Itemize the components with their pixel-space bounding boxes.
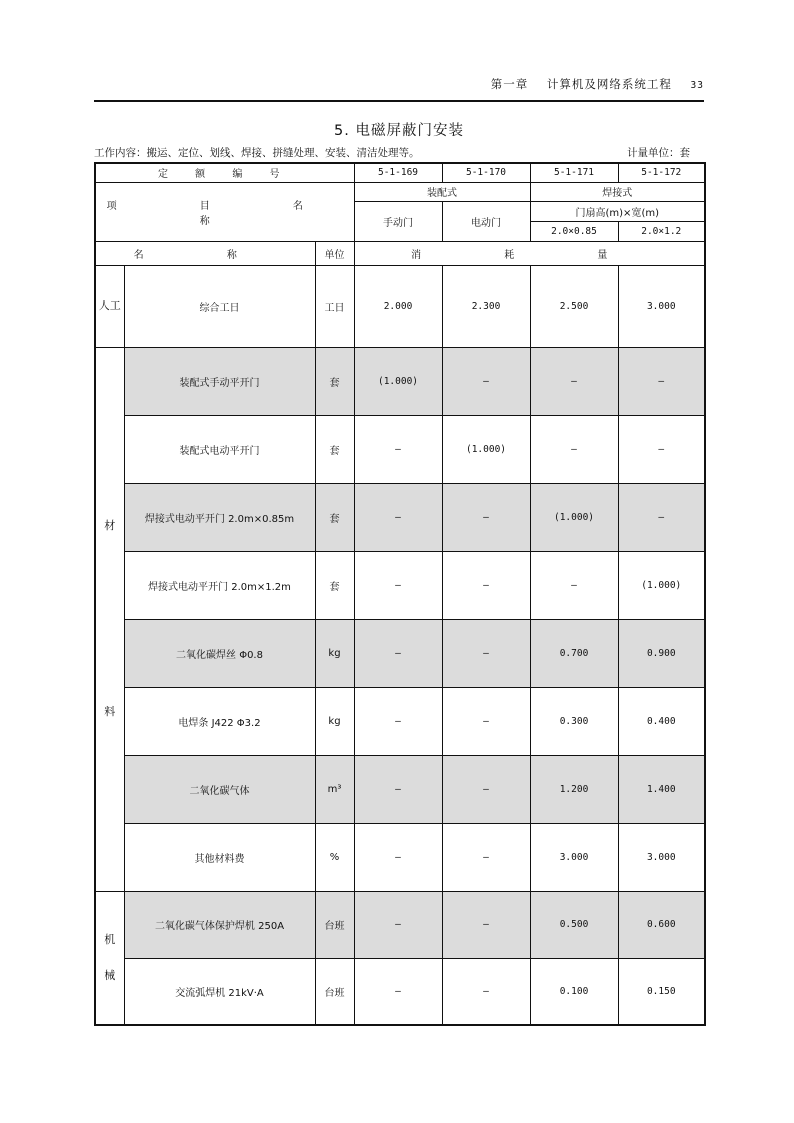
item-unit: kg (315, 619, 354, 687)
value-cell: 3.000 (530, 823, 618, 891)
group-welded: 焊接式 (530, 182, 705, 201)
item-unit: 套 (315, 551, 354, 619)
code-cell: 5-1-171 (530, 163, 618, 182)
item-name: 电焊条 J422 Φ3.2 (124, 687, 315, 755)
page-title: 5. 电磁屏蔽门安装 (334, 123, 464, 139)
value-cell: 2.300 (442, 265, 530, 347)
value-cell: — (442, 755, 530, 823)
value-cell: — (442, 891, 530, 958)
category-material-char: 材 (104, 519, 116, 532)
value-cell: — (618, 483, 705, 551)
size-cell: 2.0×1.2 (618, 221, 705, 241)
value-cell: 0.400 (618, 687, 705, 755)
item-name: 二氧化碳焊丝 Φ0.8 (124, 619, 315, 687)
value-cell: 1.400 (618, 755, 705, 823)
material-row (95, 687, 705, 755)
value-cell: — (442, 347, 530, 415)
value-cell: 3.000 (618, 265, 705, 347)
value-cell: (1.000) (442, 415, 530, 483)
material-row (95, 755, 705, 823)
value-cell: 0.500 (530, 891, 618, 958)
column-unit-header: 单位 (315, 241, 354, 265)
column-header-row (95, 241, 705, 265)
value-cell: — (530, 551, 618, 619)
value-cell: 2.500 (530, 265, 618, 347)
material-row (95, 823, 705, 891)
material-row (95, 415, 705, 483)
item-unit: 台班 (315, 958, 354, 1025)
value-cell: 0.300 (530, 687, 618, 755)
item-name: 二氧化碳气体保护焊机 250A (124, 891, 315, 958)
category-material-char: 料 (104, 705, 116, 718)
material-row (95, 347, 705, 415)
item-unit: 工日 (315, 265, 354, 347)
value-cell: — (442, 823, 530, 891)
item-name: 装配式手动平开门 (124, 347, 315, 415)
work-content-line (94, 145, 704, 160)
category-machine-char: 械 (104, 968, 116, 982)
header-rule (94, 100, 704, 102)
item-name: 焊接式电动平开门 2.0m×1.2m (124, 551, 315, 619)
value-cell: — (442, 619, 530, 687)
material-row (95, 483, 705, 551)
category-machine-char: 机 (104, 932, 116, 946)
value-cell: — (354, 551, 442, 619)
value-cell: — (354, 891, 442, 958)
door-size-label: 门扇高(m)×宽(m) (530, 201, 705, 221)
category-machine (95, 891, 124, 1025)
item-name: 交流弧焊机 21kV·A (124, 958, 315, 1025)
value-cell: 0.150 (618, 958, 705, 1025)
category-labor: 人工 (95, 265, 124, 347)
value-cell: — (442, 483, 530, 551)
value-cell: — (354, 483, 442, 551)
labor-row (95, 265, 705, 347)
value-cell: 0.900 (618, 619, 705, 687)
item-name: 装配式电动平开门 (124, 415, 315, 483)
code-cell: 5-1-170 (442, 163, 530, 182)
value-cell: (1.000) (618, 551, 705, 619)
work-content: 工作内容：搬运、定位、划线、焊接、拼缝处理、安装、清洁处理等。 (94, 147, 420, 159)
machine-row (95, 891, 705, 958)
page-number: 33 (690, 80, 704, 91)
value-cell: (1.000) (354, 347, 442, 415)
value-cell: 2.000 (354, 265, 442, 347)
quota-code-label: 定 额 编 号 (95, 163, 354, 182)
chapter-label: 第一章 (490, 77, 529, 91)
value-cell: — (618, 347, 705, 415)
column-name-header: 名 称 (95, 241, 315, 265)
item-unit: % (315, 823, 354, 891)
quota-table (94, 162, 706, 1026)
group-row (95, 182, 705, 201)
material-row (95, 619, 705, 687)
value-cell: — (354, 415, 442, 483)
value-cell: (1.000) (530, 483, 618, 551)
value-cell: 0.700 (530, 619, 618, 687)
value-cell: — (530, 415, 618, 483)
item-unit: m³ (315, 755, 354, 823)
value-cell: — (354, 619, 442, 687)
value-cell: — (354, 958, 442, 1025)
value-cell: — (442, 551, 530, 619)
section-label: 计算机及网络系统工程 (546, 77, 672, 91)
manual-door-label: 手动门 (354, 201, 442, 241)
item-name-label: 项 目 名 称 (95, 182, 354, 241)
code-cell: 5-1-172 (618, 163, 705, 182)
value-cell: — (442, 687, 530, 755)
item-unit: 台班 (315, 891, 354, 958)
value-cell: — (618, 415, 705, 483)
material-row (95, 551, 705, 619)
item-unit: 套 (315, 347, 354, 415)
value-cell: — (530, 347, 618, 415)
quota-code-row (95, 163, 705, 182)
category-material (95, 347, 124, 891)
value-cell: — (354, 823, 442, 891)
item-unit: 套 (315, 483, 354, 551)
group-assembled: 装配式 (354, 182, 530, 201)
value-cell: 0.600 (618, 891, 705, 958)
item-name: 二氧化碳气体 (124, 755, 315, 823)
code-cell: 5-1-169 (354, 163, 442, 182)
value-cell: 1.200 (530, 755, 618, 823)
item-unit: 套 (315, 415, 354, 483)
value-cell: — (442, 958, 530, 1025)
item-name: 其他材料费 (124, 823, 315, 891)
item-name: 综合工日 (124, 265, 315, 347)
value-cell: 0.100 (530, 958, 618, 1025)
value-cell: — (354, 755, 442, 823)
item-name: 焊接式电动平开门 2.0m×0.85m (124, 483, 315, 551)
value-cell: — (354, 687, 442, 755)
item-unit: kg (315, 687, 354, 755)
machine-row (95, 958, 705, 1025)
column-consumption-header: 消 耗 量 (354, 241, 705, 265)
electric-door-label: 电动门 (442, 201, 530, 241)
page-header (94, 76, 704, 92)
size-cell: 2.0×0.85 (530, 221, 618, 241)
measure-unit: 计量单位：套 (627, 147, 690, 159)
value-cell: 3.000 (618, 823, 705, 891)
